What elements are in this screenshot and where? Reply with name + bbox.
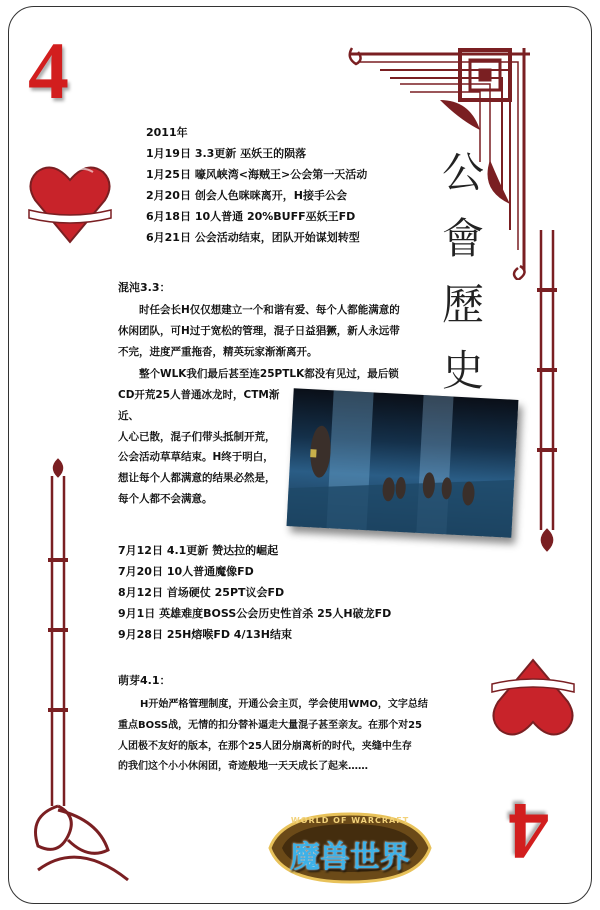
timeline-4-1-section [118,540,391,645]
timeline-2011-section [146,122,367,248]
timeline-entry: 9月1日 英雄难度BOSS公会历史性首杀 25人H破龙FD [118,607,392,620]
sprout-heading: 萌芽4.1： [118,674,171,687]
right-pillar-ornament [515,230,575,560]
guild-history-title: 公 會 歷 史 [441,148,484,395]
heart-emblem-bottom [488,652,578,752]
chaos-paragraph-1: 时任会长H仅仅想建立一个和谐有爱、每个人都能满意的休闲团队，可H过于宽松的管理，混子日益猖獗，新人永远带不完，进度严重拖沓，精英玩家渐渐离开。 [118,304,400,358]
sprout-paragraph: H开始严格管理制度，开通公会主页，学会使用WMO，文字总结 重点BOSS战，无情的扣分替补逼走大量混子甚至亲友。在那个对25 人团极不友好的版本，在那个25人团分崩离析的时代，夹缝中生存 的我们这个小小休闲团，奇迹般地一天天成长了起来…… [118,699,428,773]
card-rank-bottom: 4 [508,786,549,877]
timeline-entry: 1月25日 嚎风峡湾<海贼王>公会第一天活动 [146,168,368,181]
heart-emblem-top [25,150,115,250]
raid-screenshot [287,388,519,538]
chaos-heading: 混沌3.3： [118,281,171,294]
chaos-paragraph-2-rest: CD开荒25人普通冰龙时，CTM渐近、 人心已散，混子们带头抵制开荒， 公会活动草草结束。H终于明白， 想让每个人都满意的结果必然是， 每个人都不会满意。 [118,389,280,505]
timeline-entry: 6月18日 10人普通 20%BUFF巫妖王FD [146,210,356,223]
year-label: 2011年 [146,126,188,139]
timeline-entry: 6月21日 公会活动结束，团队开始谋划转型 [146,231,360,244]
timeline-entry: 2月20日 创会人色咪咪离开，H接手公会 [146,189,348,202]
timeline-entry: 7月12日 4.1更新 赞达拉的崛起 [118,544,279,557]
card-rank-top: 4 [28,25,69,116]
timeline-entry: 7月20日 10人普通魔像FD [118,565,254,578]
logo-subtitle: WORLD OF WARCRAFT [290,816,410,825]
chaos-paragraph-2-intro: 整个WLK我们最后甚至连25PTLK都没有见过，最后锁 [139,368,399,380]
world-of-warcraft-logo [262,808,438,888]
timeline-entry: 1月19日 3.3更新 巫妖王的陨落 [146,147,307,160]
timeline-entry: 8月12日 首场硬仗 25PT议会FD [118,586,285,599]
logo-title: 魔兽世界 [290,840,410,875]
timeline-entry: 9月28日 25H熔喉FD 4/13H结束 [118,628,292,641]
